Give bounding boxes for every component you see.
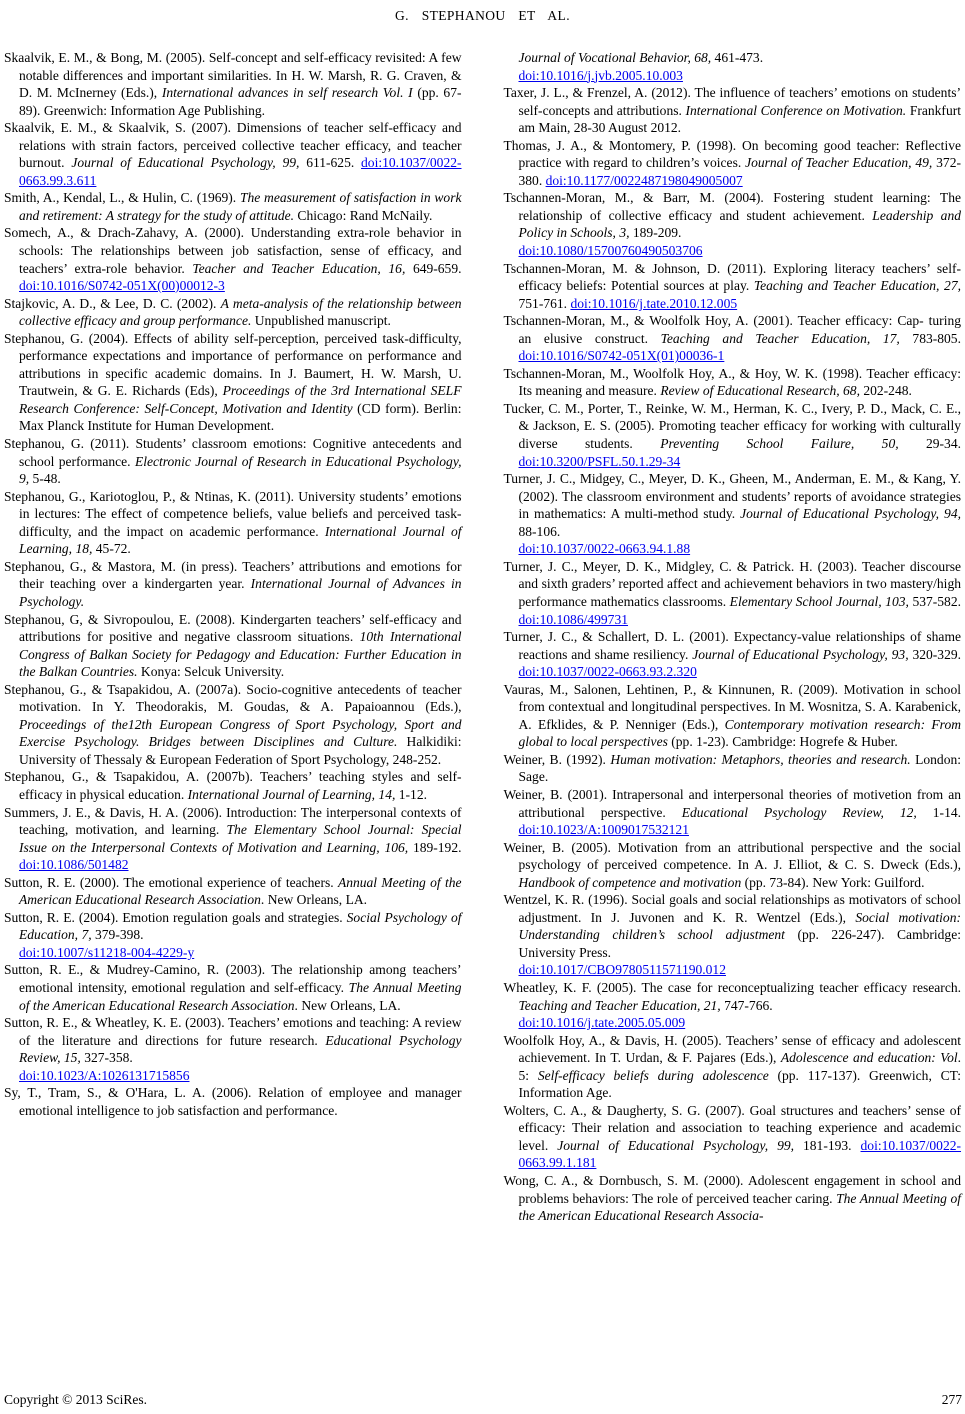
reference-italic-text: Leadership and Policy in Schools, 3, xyxy=(518,207,962,241)
reference-text: Skaalvik, E. M., & Bong, M. (2005). Self-concept and self-efficacy revisited: A few notable differences and important similarities. In H. W. Marsh, R. G. Craven, & D. M. McInerney (Eds.), xyxy=(4,50,462,101)
reference-text: . 5: xyxy=(518,1050,961,1083)
reference-text: Somech, A., & Drach-Zahavy, A. (2000). Understanding extra-role behavior in schools: The relationships between job satisfaction, sense of efficacy, and teachers’ extra-role behavior. xyxy=(4,225,462,276)
doi-link[interactable]: doi:10.1086/499731 xyxy=(518,611,629,627)
reference-text: Stephanou, G., & Mastora, M. (in press). Teachers’ attributions and emotions for their teaching over a kindergarten year. xyxy=(4,558,462,592)
doi-link[interactable]: doi:10.3200/PSFL.50.1.29-34 xyxy=(518,453,681,469)
reference-entry xyxy=(504,751,962,786)
reference-italic-text: Teaching and Teacher Education, 17, xyxy=(660,330,900,346)
reference-text: 202-248. xyxy=(859,383,912,399)
reference-text: (pp. 67-89). Greenwich: Information Age Publishing. xyxy=(19,85,462,118)
reference-text: Wolters, C. A., & Daugherty, S. G. (2007). Goal structures and teachers’ sense of efficacy: Their relation and association to teaching experience and academic level. xyxy=(503,1102,961,1153)
reference-text: Sutton, R. E. (2000). The emotional experience of teachers. xyxy=(4,874,338,890)
reference-text: 88-106. xyxy=(518,523,561,539)
reference-entry xyxy=(504,365,962,400)
reference-text: Stephanou, G, & Sivropoulou, E. (2008). Kindergarten teachers’ self-efficacy and attributions for positive and negative classroom situations. xyxy=(4,611,462,645)
reference-italic-text: Journal of Teacher Education, 49, xyxy=(745,155,933,171)
reference-text: Turner, J. C., Meyer, D. K., Midgley, C. & Patrick. H. (2003). Teacher discourse and sixth graders’ reported affect and achievement behaviors in two mastery/high performance mathematics classrooms. xyxy=(503,558,961,609)
reference-italic-text: A meta-analysis of the relationship between collective efficacy and group performance. xyxy=(19,295,462,329)
reference-entry xyxy=(4,768,462,803)
reference-text: Sy, T., Tram, S., & O'Hara, L. A. (2006). Relation of employee and manager emotional intelligence to job satisfaction and performance. xyxy=(4,1085,462,1118)
doi-link[interactable]: doi:10.1177/0022487198049005007 xyxy=(545,172,743,188)
reference-entry xyxy=(4,330,462,435)
reference-text: Stephanou, G. (2011). Students’ classroom emotions: Cognitive antecedents and school performance. xyxy=(4,436,462,469)
reference-entry xyxy=(504,470,962,558)
reference-italic-text: Self-efficacy beliefs during adolescence xyxy=(537,1067,769,1083)
reference-text: . New Orleans, LA. xyxy=(294,997,401,1013)
reference-italic-text: Journal of Educational Psychology, 94, xyxy=(740,506,961,522)
reference-italic-text: Educational Psychology Review, 12, xyxy=(681,804,917,820)
reference-text: Skaalvik, E. M., & Skaalvik, S. (2007). Dimensions of teacher self-efficacy and relations with strain factors, perceived collective teacher efficacy, and teacher burnout. xyxy=(4,120,462,171)
reference-entry xyxy=(504,1032,962,1102)
reference-entry xyxy=(4,558,462,611)
reference-italic-text: Journal of Educational Psychology, 99, xyxy=(71,155,300,171)
reference-text: Stephanou, G., Kariotoglou, P., & Ntinas, K. (2011). University students’ emotions in lectures: The effect of competence beliefs, value beliefs and perceived task-difficulty, and the impact on academic performance. xyxy=(4,488,462,539)
reference-entry-continuation xyxy=(504,49,962,84)
reference-text: Tschannen-Moran, M., & Woolfolk Hoy, A. (2001). Teacher efficacy: Cap- turing an elusive construct. xyxy=(503,313,961,346)
reference-text: Sutton, R. E., & Mudrey-Camino, R. (2003). The relationship among teachers’ emotional intensity, emotional regulation and self-efficacy. xyxy=(4,962,462,995)
reference-italic-text: Journal of Educational Psychology, 93, xyxy=(692,646,909,662)
reference-text: 189-192. xyxy=(408,839,462,855)
reference-italic-text: Preventing School Failure, 50, xyxy=(660,436,899,452)
reference-italic-text: Elementary School Journal, 103, xyxy=(729,593,909,609)
reference-italic-text: International advances in self research Vol. I xyxy=(161,85,413,101)
reference-text: (CD form). Berlin: Max Planck Institute for Human Development. xyxy=(19,400,462,434)
reference-italic-text: Handbook of competence and motivation xyxy=(518,874,742,890)
reference-italic-text: The Elementary School Journal: Special Issue on the Interpersonal Contexts of Motivation and Learning, 106, xyxy=(19,822,462,855)
reference-text: Stephanou, G. (2004). Effects of ability self-perception, perceived task-difficulty, performance expectations and importance of performance on performance and attributions in specific academic domains. In J. Baumert, H. W. Marsh, U. Trautwein, & G. E. Richards (Eds), xyxy=(4,330,462,399)
reference-text: 29-34. xyxy=(898,436,961,452)
reference-text: Tschannen-Moran, M. & Johnson, D. (2011). Exploring literacy teachers’ self-efficacy beliefs: Potential sources at play. xyxy=(503,260,961,294)
reference-italic-text: The Annual Meeting of the American Educational Research Associa- xyxy=(518,1190,961,1224)
reference-text: 1-12. xyxy=(395,786,427,802)
reference-entry xyxy=(4,119,462,189)
reference-text: Smith, A., Kendal, L., & Hulin, C. (1969). xyxy=(4,190,240,206)
reference-italic-text: Electronic Journal of Research in Educational Psychology, 9, xyxy=(19,453,462,487)
doi-link[interactable]: doi:10.1016/j.jvb.2005.10.003 xyxy=(518,67,683,83)
reference-entry xyxy=(4,874,462,909)
doi-link[interactable]: doi:10.1017/CBO9780511571190.012 xyxy=(518,962,726,978)
reference-entry xyxy=(4,189,462,224)
reference-text: 327-358. xyxy=(80,1050,133,1066)
reference-italic-text: Human motivation: Metaphors, theories and research. xyxy=(610,751,911,767)
reference-text: 611-625. xyxy=(299,155,362,171)
page-footer xyxy=(4,1392,962,1408)
reference-text: Taxer, J. L., & Frenzel, A. (2012). The influence of teachers’ emotions on students’ self-concepts and attributions. xyxy=(503,85,961,118)
doi-link[interactable]: doi:10.1086/501482 xyxy=(19,857,129,873)
reference-text: Turner, J. C., Midgey, C., Meyer, D. K., Gheen, M., Anderman, E. M., & Kang, Y. (2002). The classroom environment and students’ reports of avoidance strategies in mathematics: A multi-method study. xyxy=(503,471,961,522)
reference-italic-text: Teaching and Teacher Education, 27, xyxy=(753,278,961,294)
reference-text: Summers, J. E., & Davis, H. A. (2006). Introduction: The interpersonal contexts of teaching, motivation, and learning. xyxy=(4,804,462,838)
reference-text: Wentzel, K. R. (1996). Social goals and social relationships as motivators of school adjustment. In J. Juvonen and K. R. Wentzel (Eds.), xyxy=(503,892,961,925)
reference-text: Wong, C. A., & Dornbusch, S. M. (2000). Adolescent engagement in school and problems behaviors: The role of perceived teacher caring. xyxy=(503,1173,961,1206)
doi-link[interactable]: doi:10.1016/S0742-051X(00)00012-3 xyxy=(19,278,225,294)
doi-link[interactable]: doi:10.1023/A:1009017532121 xyxy=(518,822,689,838)
reference-italic-text: International Journal of Learning, 14, xyxy=(187,786,396,802)
reference-italic-text: Teaching and Teacher Education, 21, xyxy=(518,997,721,1013)
reference-text: Halkidiki: University of Thessaly & European Federation of Sport Psychology, 248-252. xyxy=(19,734,462,767)
reference-text: Vauras, M., Salonen, Lehtinen, P., & Kinnunen, R. (2009). Motivation in school from contextual and longitudinal perspectives. In M. Wosnitza, S. A. Karabenick, A. Efklides, & P. Nenniger (Eds.), xyxy=(503,681,961,732)
reference-entry xyxy=(4,295,462,330)
reference-entry xyxy=(4,224,462,294)
reference-entry xyxy=(504,189,962,259)
reference-entry xyxy=(4,1014,462,1084)
doi-link[interactable]: doi:10.1023/A:1026131715856 xyxy=(19,1067,190,1083)
reference-italic-text: Proceedings of the 3rd International SELF Research Conference: Self-Concept, Motivation and Identity xyxy=(19,383,462,416)
reference-text: 5-48. xyxy=(29,471,61,487)
reference-text: London: Sage. xyxy=(518,751,962,785)
reference-italic-text: Annual Meeting of the American Educational Research Association xyxy=(19,874,462,908)
reference-text: 45-72. xyxy=(92,541,131,557)
reference-entry xyxy=(4,611,462,681)
reference-text: Stajkovic, A. D., & Lee, D. C. (2002). xyxy=(4,295,221,311)
reference-text: Weiner, B. (2001). Intrapersonal and interpersonal theories of motivetion from an attributional perspective. xyxy=(503,786,961,820)
reference-text: (pp. 1-23). Cambridge: Hogrefe & Huber. xyxy=(667,734,898,750)
reference-entry xyxy=(504,786,962,839)
doi-link[interactable]: doi:10.1016/j.tate.2010.12.005 xyxy=(570,295,738,311)
reference-text: . New Orleans, LA. xyxy=(260,892,368,908)
reference-text: Frankfurt am Main, 28-30 August 2012. xyxy=(518,102,961,136)
reference-italic-text: The Annual Meeting of the American Educational Research Association xyxy=(19,979,462,1013)
reference-text: (pp. 117-137). Greenwich, CT: Information Age. xyxy=(518,1067,961,1101)
doi-link[interactable]: doi:10.1007/s11218-004-4229-y xyxy=(19,944,195,960)
reference-text: 747-766. xyxy=(720,997,773,1013)
reference-entry xyxy=(504,839,962,892)
doi-link[interactable]: doi:10.1080/15700760490503706 xyxy=(518,243,703,259)
reference-italic-text: Review of Educational Research, 68, xyxy=(660,383,860,399)
reference-entry xyxy=(504,137,962,190)
reference-italic-text: International Journal of Advances in Psychology. xyxy=(19,576,462,609)
reference-italic-text: Adolescence and education: Vol xyxy=(780,1050,958,1066)
reference-italic-text: Contemporary motivation research: From global to local perspectives xyxy=(518,716,961,750)
reference-text: 372-380. xyxy=(518,155,961,188)
reference-text: Weiner, B. (2005). Motivation from an attributional perspective and the social psychology of perceived competence. In A. J. Elliot, & C. S. Dweck (Eds.), xyxy=(503,839,961,873)
reference-entry xyxy=(504,558,962,628)
page-number: 277 xyxy=(941,1392,962,1407)
doi-link[interactable]: doi:10.1037/0022-0663.99.1.181 xyxy=(518,1137,962,1171)
reference-entry xyxy=(4,1084,462,1119)
reference-text: Konya: Selcuk University. xyxy=(137,664,285,680)
reference-text: 320-329. xyxy=(908,646,961,662)
reference-entry xyxy=(4,49,462,119)
reference-text: Chicago: Rand McNaily. xyxy=(294,207,433,223)
doi-link[interactable]: doi:10.1016/j.tate.2005.05.009 xyxy=(518,1015,686,1031)
reference-text: Woolfolk Hoy, A., & Davis, H. (2005). Teachers’ sense of efficacy and adolescent achievement. In T. Urdan, & F. Pajares (Eds.), xyxy=(503,1032,961,1066)
reference-text: Unpublished manuscript. xyxy=(251,313,391,329)
references-section xyxy=(4,49,961,1225)
reference-entry xyxy=(504,681,962,751)
reference-text: 1-14. xyxy=(916,804,961,820)
reference-entry xyxy=(504,891,962,979)
doi-link[interactable]: doi:10.1037/0022-0663.94.1.88 xyxy=(518,541,691,557)
reference-text: (pp. 226-247). Cambridge: University Press. xyxy=(518,927,961,960)
reference-italic-text: Journal of Vocational Behavior, 68, xyxy=(518,50,712,65)
reference-entry xyxy=(504,1102,962,1172)
reference-entry xyxy=(504,1172,962,1225)
reference-entry xyxy=(4,909,462,962)
reference-entry xyxy=(504,260,962,313)
reference-entry xyxy=(4,488,462,558)
reference-entry xyxy=(504,628,962,681)
reference-entry xyxy=(504,84,962,137)
reference-text: Turner, J. C., & Schallert, D. L. (2001). Expectancy-value relationships of shame reactions and shame resiliency. xyxy=(503,629,961,662)
copyright-notice: Copyright © 2013 SciRes. xyxy=(4,1392,148,1407)
reference-entry xyxy=(504,979,962,1032)
reference-text: Sutton, R. E., & Wheatley, K. E. (2003). Teachers’ emotions and teaching: A review of the literature and directions for future research. xyxy=(4,1015,462,1048)
reference-text: 379-398. xyxy=(91,927,144,943)
reference-entry xyxy=(4,804,462,874)
reference-text: Thomas, J. A., & Montomery, P. (1998). On becoming good teacher: Reflective practice with regard to children’s voices. xyxy=(503,137,961,171)
doi-link[interactable]: doi:10.1016/S0742-051X(01)00036-1 xyxy=(518,348,725,364)
reference-italic-text: Proceedings of the12th European Congress of Sport Psychology, Sport and Exercise Psychology. Bridges between Disciplines and Culture. xyxy=(19,716,462,750)
reference-text: Weiner, B. (1992). xyxy=(503,751,611,767)
doi-link[interactable]: doi:10.1037/0022-0663.93.2.320 xyxy=(518,664,697,680)
reference-text: Tucker, C. M., Porter, T., Reinke, W. M., Herman, K. C., Ivery, P. D., Mack, C. E., & Jackson, E. S. (2005). Promoting teacher efficacy for working with culturally diverse students. xyxy=(503,400,961,452)
reference-entry xyxy=(4,681,462,769)
reference-entry xyxy=(4,435,462,488)
reference-entry xyxy=(4,961,462,1014)
reference-text: 189-209. xyxy=(629,225,682,241)
reference-text: 751-761. xyxy=(518,295,571,311)
reference-text: Stephanou, G., & Tsapakidou, A. (2007a). Socio-cognitive antecedents of teacher motivation. In Y. Theodorakis, M. Goudas, & A. Papaioannou (Eds.), xyxy=(4,681,462,715)
reference-italic-text: Social motivation: Understanding children’s school adjustment xyxy=(518,909,961,943)
reference-text: Tschannen-Moran, M., & Barr, M. (2004). Fostering student learning: The relationship of collective efficacy and student achievement. xyxy=(503,190,961,223)
reference-text: 783-805. xyxy=(899,330,961,346)
reference-italic-text: Journal of Educational Psychology, 99, xyxy=(557,1137,795,1153)
reference-italic-text: The measurement of satisfaction in work and retirement: A strategy for the study of attitude. xyxy=(19,190,462,223)
reference-text: 649-659. xyxy=(405,260,462,276)
reference-entry xyxy=(504,400,962,470)
reference-entry xyxy=(504,312,962,365)
reference-italic-text: International Conference on Motivation. xyxy=(685,102,907,118)
reference-text: Wheatley, K. F. (2005). The case for reconceptualizing teacher efficacy research. xyxy=(503,979,961,995)
reference-text: Sutton, R. E. (2004). Emotion regulation goals and strategies. xyxy=(4,909,347,925)
reference-text: (pp. 73-84). New York: Guilford. xyxy=(741,874,925,890)
reference-text: 461-473. xyxy=(711,50,764,65)
reference-text: Tschannen-Moran, M., Woolfolk Hoy, A., & Hoy, W. K. (1998). Teacher efficacy: Its meaning and measure. xyxy=(503,365,961,399)
doi-link[interactable]: doi:10.1037/0022-0663.99.3.611 xyxy=(19,155,462,188)
reference-italic-text: Social Psychology of Education, 7, xyxy=(19,909,462,943)
reference-text: Stephanou, G., & Tsapakidou, A. (2007b). Teachers’ teaching styles and self-efficacy in physical education. xyxy=(4,769,462,802)
running-head: G. STEPHANOU ET AL. xyxy=(395,8,570,23)
references-column-left xyxy=(4,49,462,1119)
reference-italic-text: Teacher and Teacher Education, 16, xyxy=(192,260,406,276)
reference-italic-text: International Journal of Learning, 18, xyxy=(19,523,462,557)
references-column-right xyxy=(504,49,962,1225)
reference-italic-text: Educational Psychology Review, 15, xyxy=(19,1032,462,1066)
reference-text: 537-582. xyxy=(908,593,961,609)
reference-text: 181-193. xyxy=(794,1137,861,1153)
reference-italic-text: 10th International Congress of Balkan Society for Pedagogy and Education: Further Education in the Balkan Countries. xyxy=(19,629,462,680)
